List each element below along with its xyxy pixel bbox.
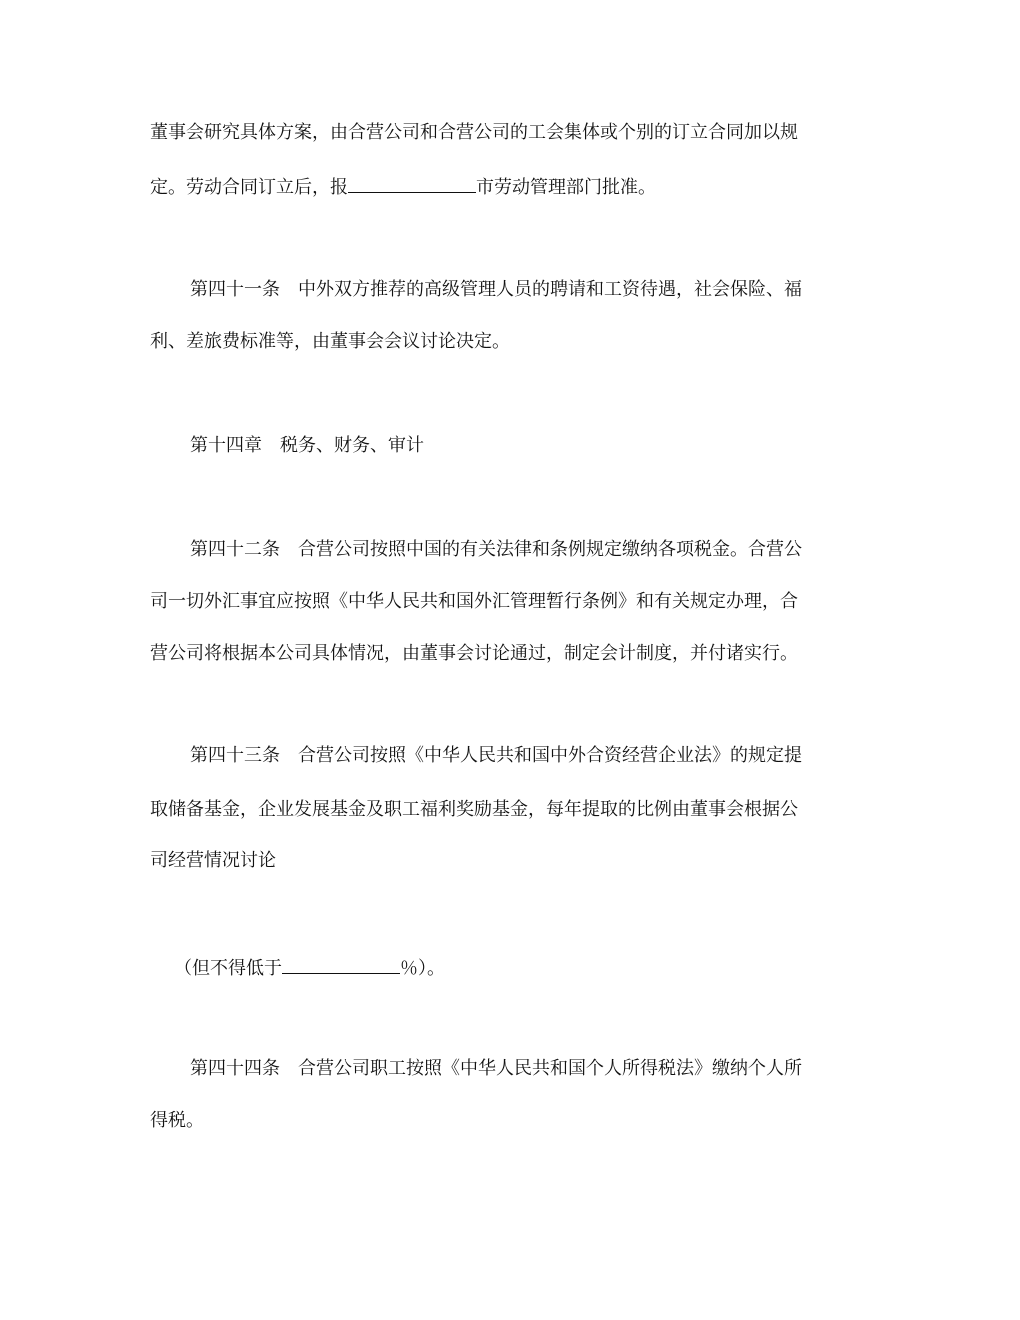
fill-in-blank-percentage[interactable] xyxy=(282,954,400,974)
text-segment: （但不得低于 xyxy=(174,958,282,979)
paragraph-continuation-line-1: 董事会研究具体方案，由合营公司和合营公司的工会集体或个别的订立合同加以规 xyxy=(150,122,798,143)
article-42-line-2: 司一切外汇事宜应按照《中华人民共和国外汇管理暂行条例》和有关规定办理，合 xyxy=(150,591,798,612)
article-44-line-1: 第四十四条 合营公司职工按照《中华人民共和国个人所得税法》缴纳个人所 xyxy=(190,1058,802,1079)
article-43-line-2: 取储备基金，企业发展基金及职工福利奖励基金，每年提取的比例由董事会根据公 xyxy=(150,799,798,820)
article-41-line-2: 利、差旅费标准等，由董事会会议讨论决定。 xyxy=(150,331,510,352)
paragraph-continuation-line-2 xyxy=(150,173,874,201)
text-segment: ％）。 xyxy=(400,958,445,979)
text-segment: 定。劳动合同订立后，报 xyxy=(150,177,348,198)
article-42-line-1: 第四十二条 合营公司按照中国的有关法律和条例规定缴纳各项税金。合营公 xyxy=(190,539,802,560)
article-43-line-3: 司经营情况讨论 xyxy=(150,850,276,871)
article-43-line-1: 第四十三条 合营公司按照《中华人民共和国中外合资经营企业法》的规定提 xyxy=(190,745,802,766)
article-43-line-4 xyxy=(174,954,898,982)
fill-in-blank-city[interactable] xyxy=(348,173,476,193)
article-41-line-1: 第四十一条 中外双方推荐的高级管理人员的聘请和工资待遇，社会保险、福 xyxy=(190,279,802,300)
chapter-14-heading: 第十四章 税务、财务、审计 xyxy=(190,435,424,456)
article-42-line-3: 营公司将根据本公司具体情况，由董事会讨论通过，制定会计制度，并付诸实行。 xyxy=(150,643,798,664)
text-segment: 市劳动管理部门批准。 xyxy=(476,177,656,198)
article-44-line-2: 得税。 xyxy=(150,1110,204,1131)
